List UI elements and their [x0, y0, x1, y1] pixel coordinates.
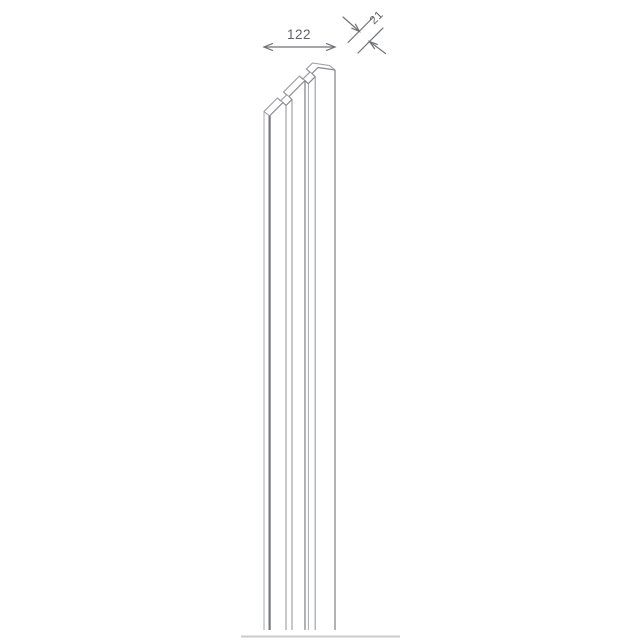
profile-top-cross-section [264, 63, 335, 116]
profile-shaft-lines [264, 70, 335, 630]
depth-arrow-upper-icon [343, 17, 360, 32]
depth-arrow-lower-icon [370, 42, 386, 54]
cross-section-front-contour [270, 68, 336, 117]
depth-dimension [343, 9, 386, 54]
width-dimension-label: 122 [286, 27, 312, 42]
depth-dimension-label: 21 [367, 8, 386, 27]
cross-section-back-contour [264, 63, 330, 112]
width-dimension-arrow-icon [264, 44, 335, 51]
cross-section-face-edges [264, 66, 335, 117]
width-dimension [264, 27, 335, 50]
